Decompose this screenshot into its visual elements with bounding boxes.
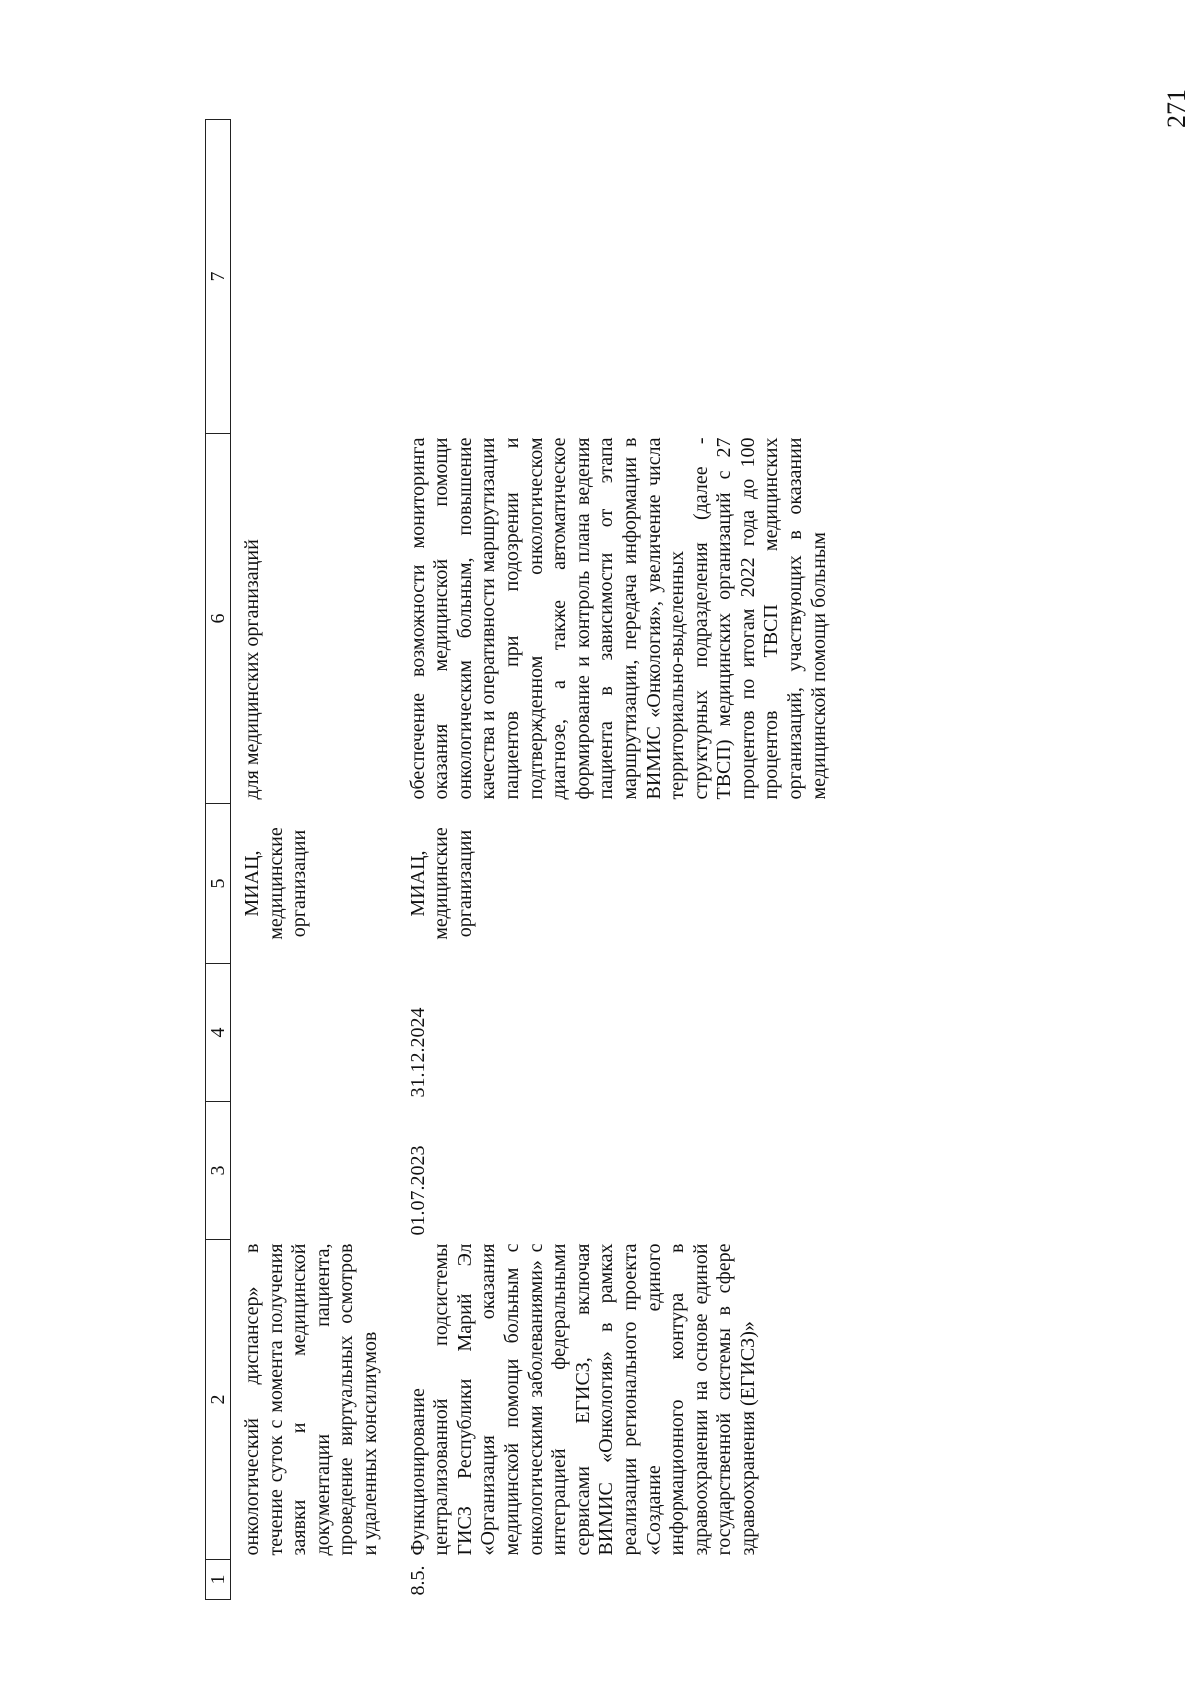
header-col-7: 7 <box>206 120 231 434</box>
plan-table <box>205 119 831 1600</box>
page-number: 271 <box>1162 89 1191 128</box>
header-col-3: 3 <box>206 1102 231 1240</box>
table-row <box>231 120 399 1600</box>
row-number <box>231 1560 399 1600</box>
header-col-2: 2 <box>206 1240 231 1560</box>
header-col-5: 5 <box>206 804 231 964</box>
row-end-date <box>231 964 399 1102</box>
header-col-4: 4 <box>206 964 231 1102</box>
row-number: 8.5. <box>406 1565 429 1596</box>
row-description: Функционирование централизованной подсистемы ГИСЗ Республики Марий Эл «Организация оказания медицинской помощи больным с онкологическими заболеваниями» с интеграцией федеральными сервисами ЕГИСЗ, включая ВИМИС «Онкология» в рамках реализации регионального проекта «Создание единого информационного контура в здравоохранении на основе единой государственной системы в сфере здравоохранения (ЕГИСЗ)» <box>406 1243 759 1556</box>
rotated-sheet <box>205 120 1200 1600</box>
row-result: для медицинских организаций <box>241 539 263 800</box>
row-result: обеспечение возможности мониторинга оказания медицинской помощи онкологическим больным, повышение качества и оперативности маршрутизации пациентов при подозрении и подтвержденном онкологическом диагнозе, а также автоматическое формирование и контроль плана ведения пациента в зависимости от этапа маршрутизации, передача информации в ВИМИС «Онкология», увеличение числа территориально-выделенных структурных подразделения (далее - ТВСП) медицинских организаций с 27 процентов по итогам 2022 года до 100 процентов ТВСП медицинских организаций, участвующих в оказании медицинской помощи больным <box>406 437 830 800</box>
row-note <box>399 120 832 434</box>
row-description: онкологический диспансер» в течение суток с момента получения заявки и медицинской документации пациента, проведение виртуальных осмотров и удаленных консилиумов <box>241 1243 381 1556</box>
row-start-date <box>231 1102 399 1240</box>
row-note <box>231 120 399 434</box>
row-end-date: 31.12.2024 <box>406 1007 429 1098</box>
table-header <box>206 120 231 1600</box>
row-responsible: МИАЦ, медицинские организации <box>406 827 476 940</box>
header-col-1: 1 <box>206 1560 231 1600</box>
header-col-6: 6 <box>206 434 231 804</box>
table-row <box>399 120 832 1600</box>
row-responsible: МИАЦ, медицинские организации <box>241 827 311 940</box>
row-start-date: 01.07.2023 <box>406 1145 429 1236</box>
